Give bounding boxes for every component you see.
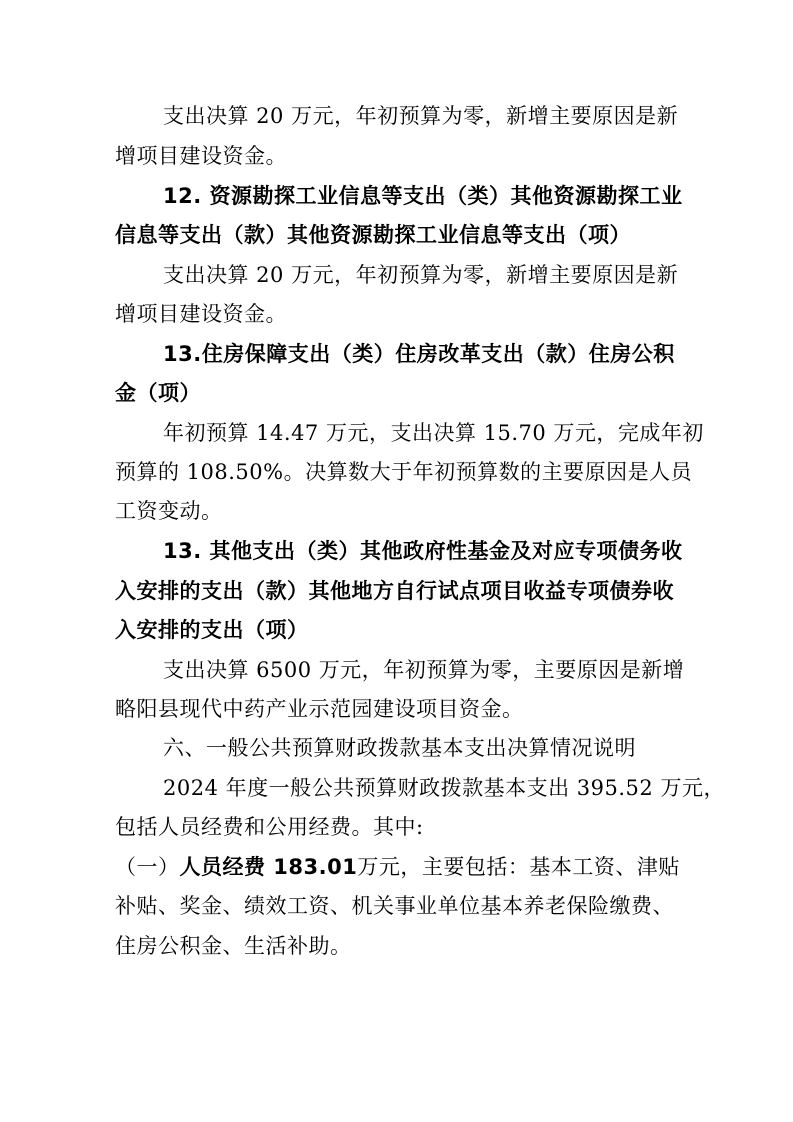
paragraph-line: 2024 年度一般公共预算财政拨款基本支出 395.52 万元，	[163, 776, 725, 800]
paragraph-line: 支出决算 20 万元，年初预算为零，新增主要原因是新	[163, 104, 679, 128]
paragraph-line: 包括人员经费和公用经费。其中:	[115, 815, 424, 839]
section-heading-12: 12. 资源勘探工业信息等支出（类）其他资源勘探工业	[163, 184, 683, 208]
subsection-line	[115, 854, 680, 880]
paragraph-line: 支出决算 6500 万元，年初预算为零，主要原因是新增	[163, 658, 685, 682]
subsection-text: 万元，主要包括：基本工资、津贴	[357, 855, 680, 879]
paragraph-line: 增项目建设资金。	[115, 302, 287, 326]
section-heading-6: 六、一般公共预算财政拨款基本支出决算情况说明	[163, 736, 636, 760]
section-heading-13-other: 13. 其他支出（类）其他政府性基金及对应专项债务收	[163, 539, 683, 563]
paragraph-line: 工资变动。	[115, 499, 223, 523]
section-heading-13-housing: 13.住房保障支出（类）住房改革支出（款）住房公积	[163, 342, 675, 366]
paragraph-line: 略阳县现代中药产业示范园建设项目资金。	[115, 697, 524, 721]
section-heading-12-cont: 信息等支出（款）其他资源勘探工业信息等支出（项）	[115, 223, 631, 247]
paragraph-line: 补贴、奖金、绩效工资、机关事业单位基本养老保险缴费、	[115, 894, 674, 918]
paragraph-line: 预算的 108.50%。决算数大于年初预算数的主要原因是人员	[115, 460, 693, 484]
paragraph-line: 年初预算 14.47 万元，支出决算 15.70 万元，完成年初	[163, 421, 704, 445]
section-heading-13-other-cont: 入安排的支出（款）其他地方自行试点项目收益专项债券收	[115, 579, 674, 603]
paragraph-line: 住房公积金、生活补助。	[115, 934, 352, 958]
subsection-title: 人员经费 183.01	[179, 855, 358, 879]
subsection-number: （一）	[115, 855, 180, 879]
paragraph-line: 增项目建设资金。	[115, 144, 287, 168]
section-heading-13-other-cont: 入安排的支出（项）	[115, 618, 309, 642]
section-heading-13-housing-cont: 金（项）	[115, 381, 201, 405]
paragraph-line: 支出决算 20 万元，年初预算为零，新增主要原因是新	[163, 263, 679, 287]
